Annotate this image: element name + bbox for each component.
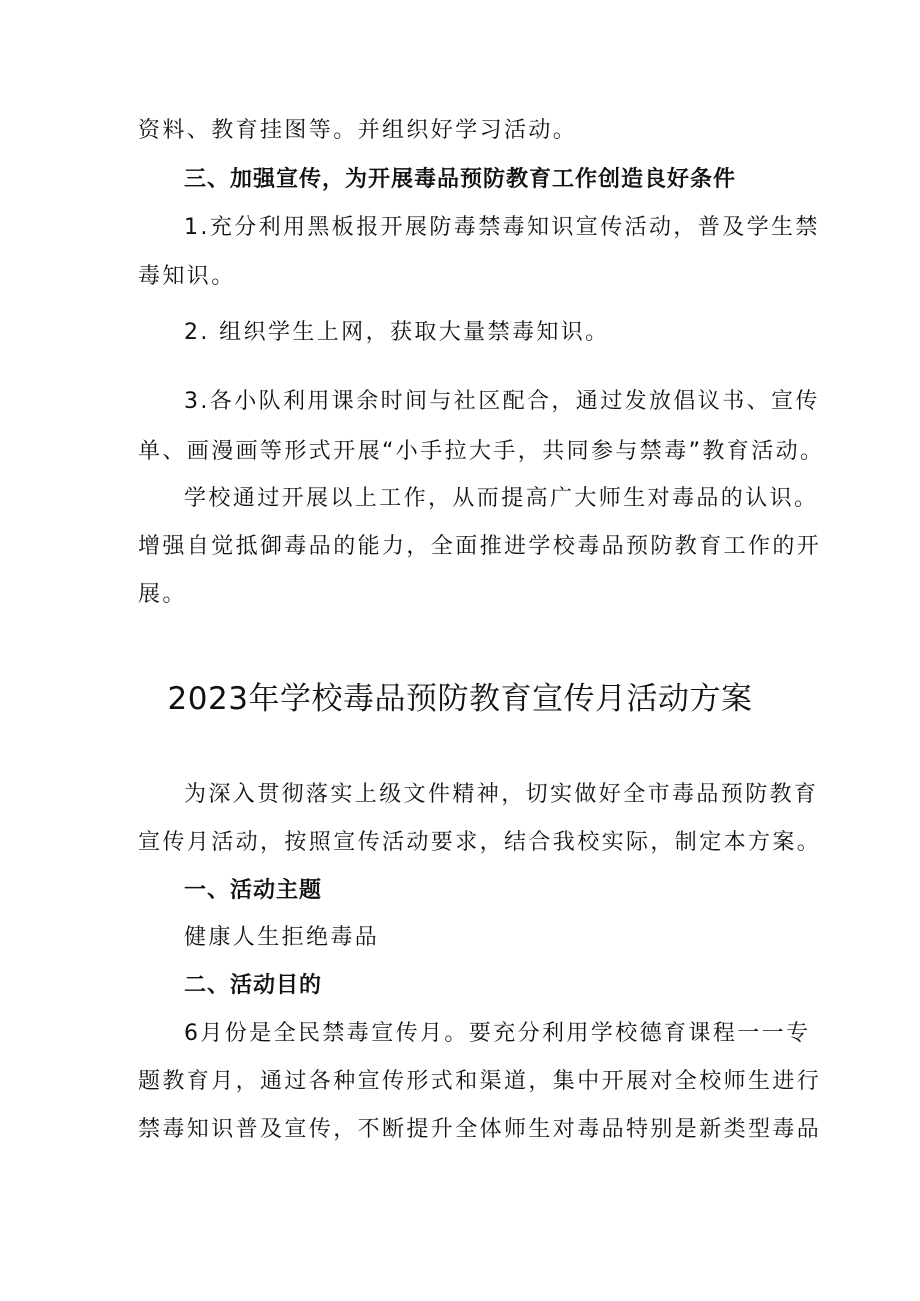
paragraph-line: 增强自觉抵御毒品的能力，全面推进学校毒品预防教育工作的开	[138, 534, 822, 559]
paragraph-line: 3.各小队利用课余时间与社区配合，通过发放倡议书、宣传	[184, 389, 820, 414]
paragraph-line: 资料、教育挂图等。并组织好学习活动。	[138, 118, 578, 143]
section-heading-2: 二、活动目的	[184, 973, 323, 998]
paragraph-line: 宣传月活动，按照宣传活动要求，结合我校实际，制定本方案。	[138, 830, 822, 855]
paragraph-line: 健康人生拒绝毒品	[184, 925, 380, 950]
section-heading-3: 三、加强宣传，为开展毒品预防教育工作创造良好条件	[184, 167, 737, 192]
document-title: 2023年学校毒品预防教育宣传月活动方案	[167, 681, 753, 717]
section-heading-1: 一、活动主题	[184, 878, 323, 903]
paragraph-line: 为深入贯彻落实上级文件精神，切实做好全市毒品预防教育	[184, 782, 819, 807]
paragraph-line: 1.充分利用黑板报开展防毒禁毒知识宣传活动，普及学生禁	[184, 215, 820, 240]
paragraph-line: 展。	[138, 582, 187, 607]
paragraph-line: 单、画漫画等形式开展“小手拉大手，共同参与禁毒”教育活动。	[138, 439, 825, 464]
paragraph-line: 2. 组织学生上网，获取大量禁毒知识。	[184, 320, 610, 345]
paragraph-line: 题教育月，通过各种宣传形式和渠道，集中开展对全校师生进行	[138, 1069, 822, 1094]
paragraph-line: 学校通过开展以上工作，从而提高广大师生对毒品的认识。	[184, 486, 819, 511]
paragraph-line: 禁毒知识普及宣传，不断提升全体师生对毒品特别是新类型毒品	[138, 1117, 822, 1142]
paragraph-line: 6月份是全民禁毒宣传月。要充分利用学校德育课程一一专	[184, 1021, 811, 1046]
paragraph-line: 毒知识。	[138, 264, 236, 289]
